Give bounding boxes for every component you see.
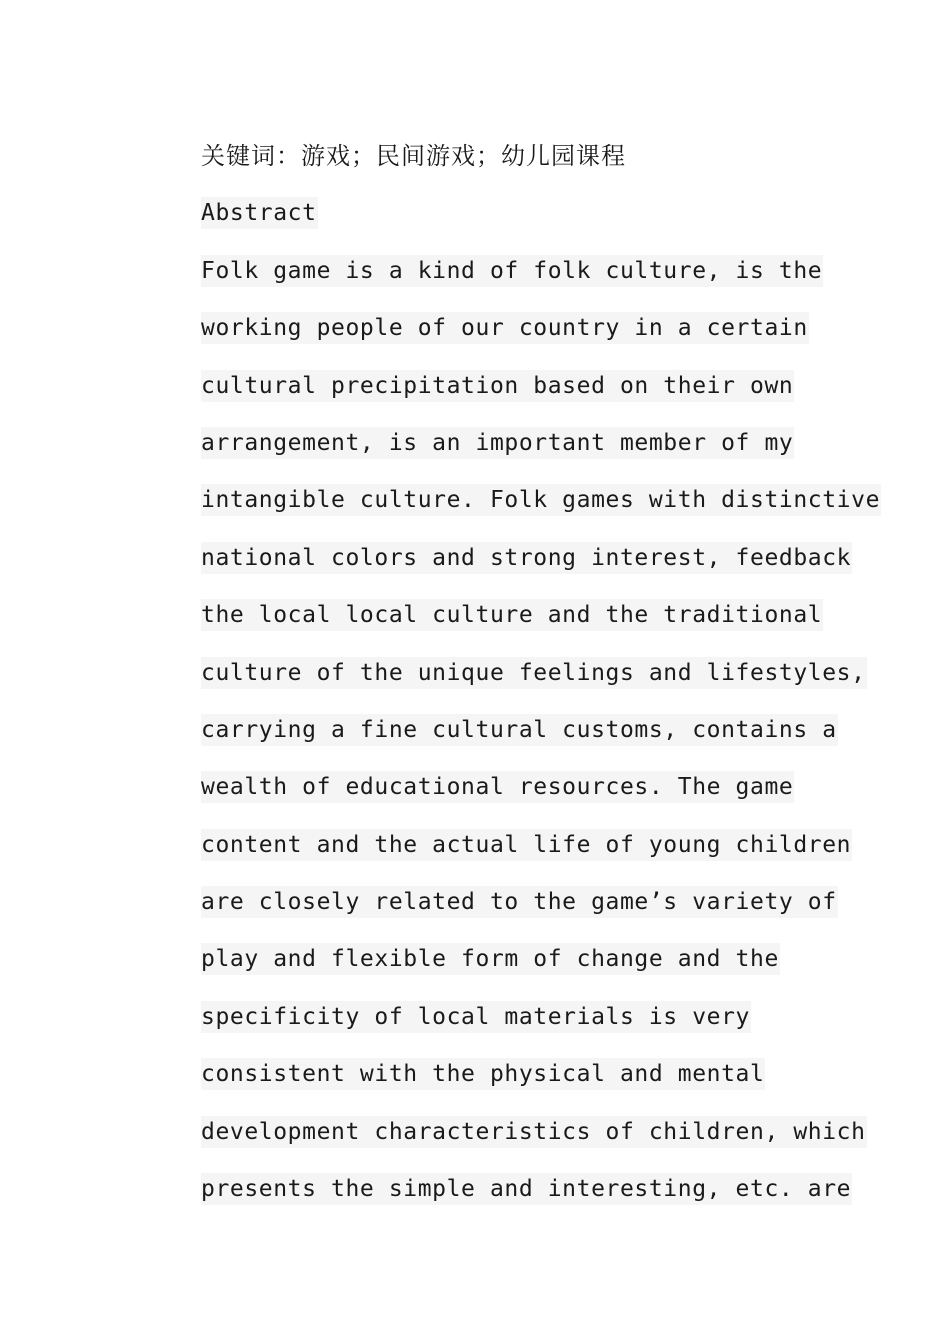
- keywords-text: 关键词：游戏；民间游戏；幼儿园课程: [201, 142, 626, 170]
- abstract-line: [201, 874, 837, 931]
- abstract-line-text: intangible culture. Folk games with distinctive: [201, 484, 881, 516]
- abstract-line-text: culture of the unique feelings and lifestyles,: [201, 657, 867, 689]
- abstract-line: [201, 300, 821, 357]
- abstract-line-text: the local local culture and the traditional: [201, 599, 823, 631]
- abstract-line: [201, 817, 852, 874]
- abstract-line-text: arrangement, is an important member of my: [201, 427, 794, 459]
- abstract-line-text: wealth of educational resources. The game: [201, 771, 794, 803]
- abstract-line: [201, 530, 852, 587]
- abstract-line: [201, 1161, 852, 1218]
- abstract-line: [201, 358, 821, 415]
- abstract-line: [201, 472, 881, 529]
- abstract-heading-text: Abstract: [201, 197, 318, 229]
- abstract-heading: [201, 185, 821, 242]
- abstract-line: [201, 243, 821, 300]
- abstract-line-text: consistent with the physical and mental: [201, 1058, 765, 1090]
- abstract-line-text: development characteristics of children, which: [201, 1116, 867, 1148]
- abstract-line: [201, 587, 821, 644]
- abstract-line: [201, 931, 821, 988]
- abstract-line: [201, 1046, 821, 1103]
- abstract-line-text: Folk game is a kind of folk culture, is the: [201, 255, 823, 287]
- abstract-line-text: specificity of local materials is very: [201, 1001, 751, 1033]
- abstract-line: [201, 702, 837, 759]
- abstract-section: [201, 128, 881, 1218]
- abstract-line-text: presents the simple and interesting, etc. are: [201, 1173, 852, 1205]
- abstract-line-text: are closely related to the game’s variety of: [201, 886, 838, 918]
- abstract-line: [201, 415, 821, 472]
- keywords-line: [201, 128, 821, 185]
- abstract-line: [201, 759, 821, 816]
- abstract-line-text: cultural precipitation based on their own: [201, 370, 794, 402]
- abstract-line-text: play and flexible form of change and the: [201, 943, 780, 975]
- abstract-line: [201, 645, 866, 702]
- abstract-line: [201, 989, 821, 1046]
- abstract-line-text: national colors and strong interest, feedback: [201, 542, 852, 574]
- abstract-line-text: carrying a fine cultural customs, contains a: [201, 714, 838, 746]
- abstract-line-text: working people of our country in a certain: [201, 312, 809, 344]
- abstract-line: [201, 1104, 866, 1161]
- abstract-line-text: content and the actual life of young children: [201, 829, 852, 861]
